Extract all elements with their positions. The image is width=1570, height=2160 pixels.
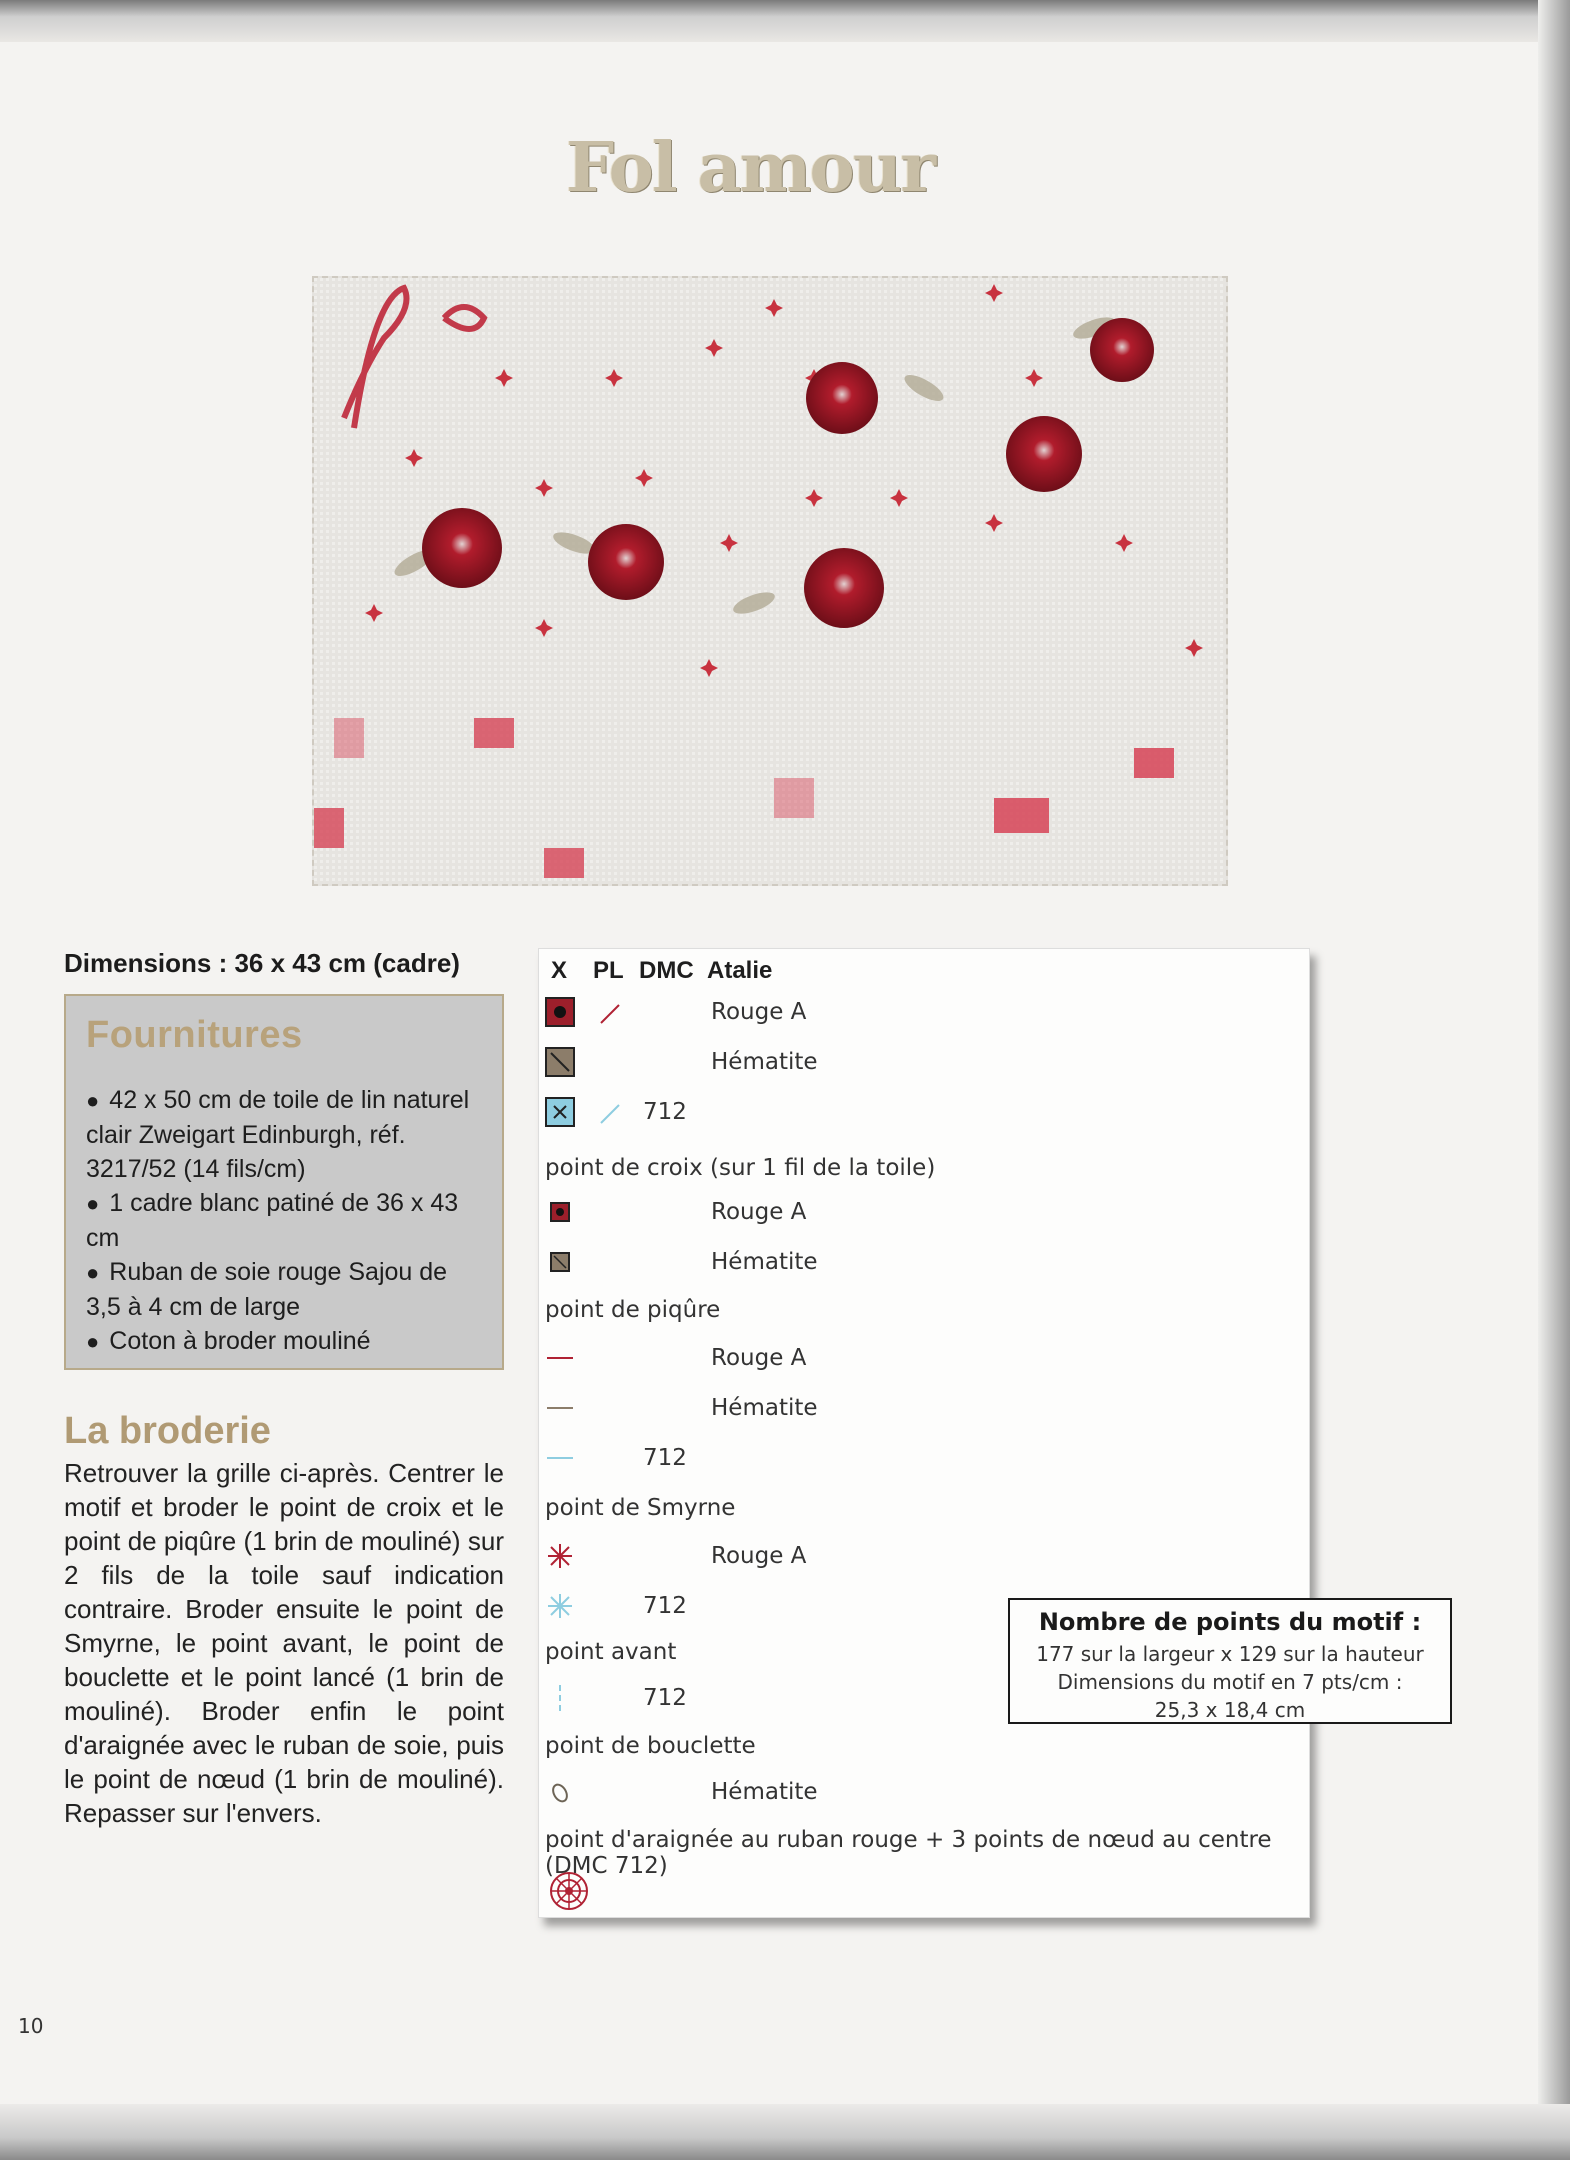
silk-ribbon-rose: [1006, 416, 1082, 492]
legend-header-atalie: Atalie: [707, 957, 773, 984]
legend-section-loop: point de bouclette: [545, 1733, 756, 1759]
dimensions-label: Dimensions : 36 x 43 cm (cadre): [64, 948, 460, 978]
legend-row: Hématite: [539, 1243, 1299, 1283]
scan-edge-bottom: [0, 2104, 1570, 2160]
legend-row: Hématite: [539, 1773, 1299, 1813]
supplies-item: ● Coton à broder mouliné: [86, 1324, 484, 1359]
loop-stitch-hematite-icon: [545, 1777, 575, 1807]
legend-header-pl: PL: [593, 957, 624, 984]
legend-row: 712: [539, 1679, 1299, 1719]
supplies-item: ● 42 x 50 cm de toile de lin naturel clair Zweigart Edinburgh, réf. 3217/52 (14 fils/cm): [86, 1083, 484, 1186]
page-title: Fol amour: [565, 128, 935, 208]
legend-row: 712: [539, 1587, 1299, 1627]
supplies-item: ● Ruban de soie rouge Sajou de 3,5 à 4 cm de large: [86, 1255, 484, 1324]
stitch-count-heading: Nombre de points du motif :: [1038, 1608, 1422, 1636]
legend-row: 712: [539, 1093, 1299, 1133]
supplies-list: [86, 1083, 484, 1359]
page-number: 10: [18, 2014, 44, 2038]
stitch-legend: [538, 948, 1310, 1918]
smyrna-rouge-icon: [545, 1541, 575, 1571]
legend-row: Rouge A: [539, 1193, 1299, 1233]
silk-ribbon-rose: [804, 548, 884, 628]
backstitch-712-icon: [595, 1099, 625, 1129]
supplies-heading: Fournitures: [86, 1014, 303, 1056]
silk-ribbon-rose: [422, 508, 502, 588]
embroidery-photo: [312, 276, 1228, 886]
stitch-count-box: [1008, 1598, 1452, 1724]
legend-section-cross-1: point de croix (sur 1 fil de la toile): [545, 1155, 936, 1181]
silk-ribbon-rose: [806, 362, 878, 434]
supplies-box: [64, 994, 504, 1370]
legend-section-backstitch: point de piqûre: [545, 1297, 721, 1323]
legend-row: 712: [539, 1439, 1299, 1479]
legend-section-spider: point d'araignée au ruban rouge + 3 points de nœud au centre (DMC 712): [545, 1827, 1272, 1879]
legend-row: Rouge A: [539, 993, 1299, 1033]
spider-web-stitch-icon: [549, 1871, 589, 1911]
backstitch-rouge-icon: [595, 999, 625, 1029]
backstitch-line-hematite-icon: [545, 1393, 575, 1423]
silk-ribbon-rose: [1090, 318, 1154, 382]
legend-row: Hématite: [539, 1389, 1299, 1429]
small-cross-hematite-icon: [545, 1247, 575, 1277]
embroidery-instructions: Retrouver la grille ci-après. Centrer le motif et broder le point de croix et le point de piqûre (1 brin de mouliné) sur 2 fils de la toile sauf indication contraire. Broder ensuite le point de Smyrne, le point avant, le point de bouclette et le point lancé (1 brin de mouliné). Broder enfin le point d'araignée avec le ruban de soie, puis le point de nœud (1 brin de mouliné). Repasser sur l'envers.: [64, 1458, 504, 1828]
backstitch-line-rouge-icon: [545, 1343, 575, 1373]
cross-stitch-rouge-icon: [545, 997, 575, 1027]
cross-stitch-hematite-icon: [545, 1047, 575, 1077]
backstitch-line-712-icon: [545, 1443, 575, 1473]
legend-row: Rouge A: [539, 1537, 1299, 1577]
legend-section-smyrna: point de Smyrne: [545, 1495, 736, 1521]
silk-ribbon-rose: [588, 524, 664, 600]
small-cross-rouge-icon: [545, 1197, 575, 1227]
scan-edge-right: [1538, 0, 1570, 2160]
embroidery-heading: La broderie: [64, 1410, 271, 1452]
scan-edge-top: [0, 0, 1570, 42]
motif-dimensions-label: Dimensions du motif en 7 pts/cm :: [1057, 1670, 1403, 1694]
legend-row: Rouge A: [539, 1339, 1299, 1379]
legend-row: Hématite: [539, 1043, 1299, 1083]
motif-dimensions-value: 25,3 x 18,4 cm: [1154, 1698, 1306, 1722]
stitch-count-line: 177 sur la largeur x 129 sur la hauteur: [1036, 1642, 1424, 1666]
cross-stitch-712-icon: [545, 1097, 575, 1127]
supplies-item: ● 1 cadre blanc patiné de 36 x 43 cm: [86, 1186, 484, 1255]
running-stitch-712-icon: [545, 1683, 575, 1713]
legend-header-x: X: [551, 957, 568, 984]
legend-section-running: point avant: [545, 1639, 677, 1665]
smyrna-712-icon: [545, 1591, 575, 1621]
legend-header-dmc: DMC: [639, 957, 694, 984]
